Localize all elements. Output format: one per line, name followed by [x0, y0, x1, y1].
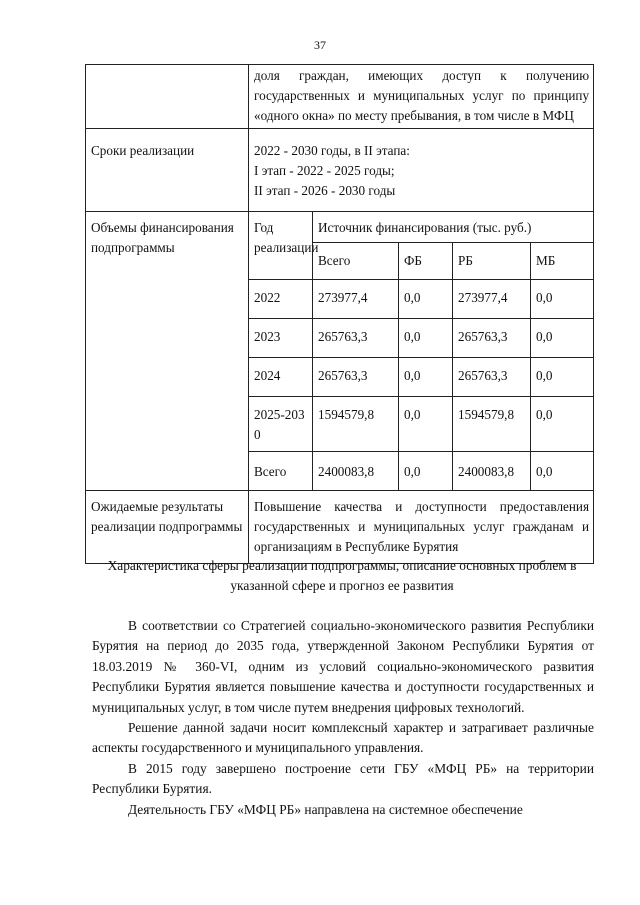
funding-total-cell: 265763,3	[313, 319, 399, 358]
funding-fb-cell: 0,0	[399, 452, 453, 491]
funding-rb-cell: 2400083,8	[453, 452, 531, 491]
results-row	[86, 491, 594, 564]
funding-year-cell: 2023	[249, 319, 313, 358]
year-column-header: Год реализации	[249, 212, 313, 280]
terms-line-1: 2022 - 2030 годы, в II этапа:	[254, 143, 410, 158]
funding-mb-cell: 0,0	[531, 452, 594, 491]
funding-header-row	[86, 212, 594, 243]
column-header-mb: МБ	[531, 243, 594, 280]
paragraph: В 2015 году завершено построение сети ГБУ «МФЦ РБ» на территории Республики Бурятия.	[92, 760, 594, 797]
funding-year-cell: 2024	[249, 358, 313, 397]
goal-label-cell	[86, 65, 249, 129]
funding-mb-cell: 0,0	[531, 319, 594, 358]
funding-fb-cell: 0,0	[399, 319, 453, 358]
funding-fb-cell: 0,0	[399, 358, 453, 397]
column-header-fb: ФБ	[399, 243, 453, 280]
funding-fb-cell: 0,0	[399, 280, 453, 319]
funding-rb-cell: 1594579,8	[453, 397, 531, 452]
page-number: 37	[314, 38, 326, 52]
section-heading: Характеристика сферы реализации подпрограммы, описание основных проблем в указанной сфере и прогноз ее развития	[107, 558, 577, 593]
column-header-total: Всего	[313, 243, 399, 280]
funding-label: Объемы финансирования подпрограммы	[86, 212, 249, 491]
funding-rb-cell: 273977,4	[453, 280, 531, 319]
goal-value-cell: доля граждан, имеющих доступ к получению государственных и муниципальных услуг по принципу «одного окна» по месту пребывания, в том числе в МФЦ	[249, 65, 594, 129]
funding-rb-cell: 265763,3	[453, 319, 531, 358]
terms-value	[249, 129, 594, 212]
funding-rb-cell: 265763,3	[453, 358, 531, 397]
terms-line-2: I этап - 2022 - 2025 годы;	[254, 163, 395, 178]
terms-row	[86, 129, 594, 212]
funding-mb-cell: 0,0	[531, 358, 594, 397]
paragraph: В соответствии со Стратегией социально-экономического развития Республики Бурятия на период до 2035 года, утвержденной Законом Республики Бурятия от 18.03.2019 № 360-VI, одним из условий социально-экономического развития Республики Бурятия является повышение качества и доступности государственных и муниципальных услуг, в том числе путем внедрения цифровых технологий.	[92, 618, 594, 715]
source-column-header: Источник финансирования (тыс. руб.)	[313, 212, 594, 243]
results-value: Повышение качества и доступности предоставления государственных и муниципальных услуг гражданам и организациям в Республике Бурятия	[249, 491, 594, 564]
funding-year-cell: Всего	[249, 452, 313, 491]
funding-fb-cell: 0,0	[399, 397, 453, 452]
funding-total-cell: 2400083,8	[313, 452, 399, 491]
funding-total-cell: 1594579,8	[313, 397, 399, 452]
results-label: Ожидаемые результаты реализации подпрограммы	[86, 491, 249, 564]
funding-mb-cell: 0,0	[531, 397, 594, 452]
column-header-rb: РБ	[453, 243, 531, 280]
paragraph: Деятельность ГБУ «МФЦ РБ» направлена на системное обеспечение	[128, 801, 523, 817]
terms-label: Сроки реализации	[86, 129, 249, 212]
funding-mb-cell: 0,0	[531, 280, 594, 319]
funding-total-cell: 265763,3	[313, 358, 399, 397]
funding-total-cell: 273977,4	[313, 280, 399, 319]
subprogram-passport-table	[85, 64, 594, 564]
body-text	[92, 616, 594, 820]
paragraph: Решение данной задачи носит комплексный характер и затрагивает различные аспекты государственного и муниципального управления.	[92, 720, 594, 756]
funding-year-cell: 2025-2030	[249, 397, 313, 452]
funding-year-cell: 2022	[249, 280, 313, 319]
terms-line-3: II этап - 2026 - 2030 годы	[254, 183, 396, 198]
goal-continuation-row	[86, 65, 594, 129]
